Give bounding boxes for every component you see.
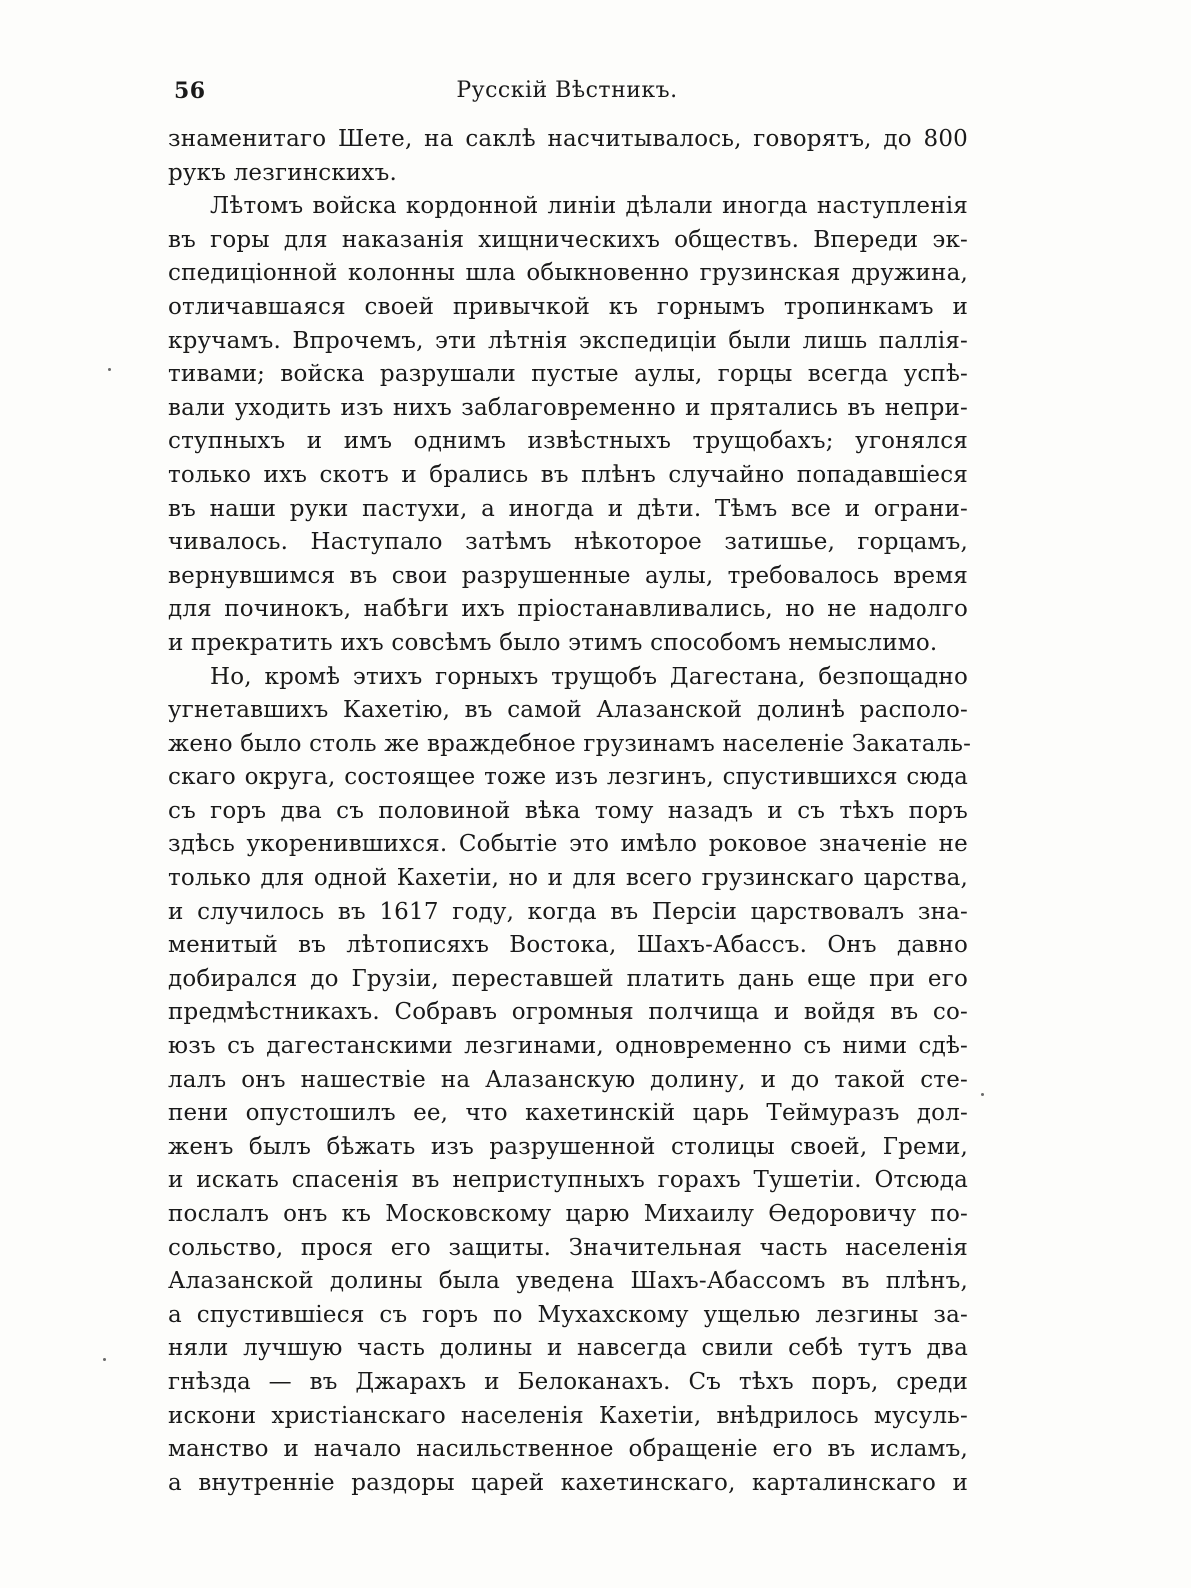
text-line: отличавшаяся своей привычкой къ горнымъ тропинкамъ и [168, 293, 968, 320]
text-line: Лѣтомъ войска кордонной линіи дѣлали иногда наступленія [210, 193, 968, 220]
text-line: знаменитаго Шете, на саклѣ насчитывалось, говорятъ, до 800 [168, 126, 968, 152]
text-line: сольство, прося его защиты. Значительная часть населенія [168, 1234, 968, 1261]
scan-speck [981, 1093, 984, 1096]
text-line: кручамъ. Впрочемъ, эти лѣтнія экспедиціи были лишь паллія- [168, 327, 968, 354]
text-line: въ горы для наказанія хищническихъ обществъ. Впереди эк- [168, 226, 968, 253]
text-line: предмѣстникахъ. Собравъ огромныя полчища и войдя въ со- [168, 999, 968, 1026]
text-line: пени опустошилъ ее, что кахетинскій царь Теймуразъ дол- [168, 1100, 968, 1127]
text-line: и случилось въ 1617 году, когда въ Персіи царствовалъ зна- [168, 898, 968, 925]
text-line: вернувшимся въ свои разрушенные аулы, требовалось время [168, 562, 968, 589]
text-line: вали уходить изъ нихъ заблаговременно и прятались въ непри- [168, 394, 968, 421]
text-line: спедиціонной колонны шла обыкновенно грузинская дружина, [168, 260, 968, 287]
text-line: а спустившіеся съ горъ по Мухахскому ущелью лезгины за- [168, 1301, 968, 1328]
body-text [168, 123, 972, 1500]
paragraph [168, 661, 972, 1501]
text-line: искони христіанскаго населенія Кахетіи, внѣдрилось мусуль- [168, 1402, 968, 1429]
scan-speck [103, 1358, 106, 1361]
text-line: для починокъ, набѣги ихъ пріостанавливались, но не надолго [168, 596, 968, 623]
paragraph [168, 190, 968, 660]
page-number: 56 [174, 78, 206, 104]
text-line: лалъ онъ нашествіе на Алазанскую долину, и до такой сте- [168, 1066, 968, 1093]
running-title: Русскій Вѣстникъ. [456, 78, 678, 103]
text-line: Алазанской долины была уведена Шахъ-Абассомъ въ плѣнъ, [168, 1268, 968, 1295]
text-line: добирался до Грузіи, переставшей платить дань еще при его [168, 965, 968, 992]
text-line: и прекратить ихъ совсѣмъ было этимъ способомъ немыслимо. [168, 629, 938, 656]
text-line: жено было столь же враждебное грузинамъ населеніе Закаталь- [168, 730, 972, 757]
text-line: а внутренніе раздоры царей кахетинскаго, карталинскаго и [168, 1469, 968, 1496]
text-line: ступныхъ и имъ однимъ извѣстныхъ трущобахъ; угонялся [168, 428, 968, 455]
scan-speck [108, 368, 111, 371]
paragraph [168, 123, 968, 190]
text-line: Но, кромѣ этихъ горныхъ трущобъ Дагестана, безпощадно [210, 663, 968, 690]
text-line: угнетавшихъ Кахетію, въ самой Алазанской долинѣ располо- [168, 697, 968, 724]
text-line: съ горъ два съ половиной вѣка тому назадъ и съ тѣхъ поръ [168, 797, 968, 824]
text-line: женъ былъ бѣжать изъ разрушенной столицы своей, Греми, [168, 1133, 968, 1160]
text-line: здѣсь укоренившихся. Событіе это имѣло роковое значеніе не [168, 831, 968, 858]
text-line: скаго округа, состоящее тоже изъ лезгинъ, спустившихся сюда [168, 764, 968, 791]
text-line: манство и начало насильственное обращеніе его въ исламъ, [168, 1436, 968, 1463]
text-line: гнѣзда — въ Джарахъ и Белоканахъ. Съ тѣхъ поръ, среди [168, 1368, 968, 1395]
text-line: няли лучшую часть долины и навсегда свили себѣ тутъ два [168, 1335, 968, 1362]
text-line: и искать спасенія въ неприступныхъ горахъ Тушетіи. Отсюда [168, 1167, 968, 1194]
text-line: послалъ онъ къ Московскому царю Михаилу Ѳедоровичу по- [168, 1201, 968, 1227]
text-line: только ихъ скотъ и брались въ плѣнъ случайно попадавшіеся [168, 461, 968, 488]
text-line: чивалось. Наступало затѣмъ нѣкоторое затишье, горцамъ, [168, 529, 968, 556]
text-line: въ наши руки пастухи, а иногда и дѣти. Тѣмъ все и ограни- [168, 495, 968, 522]
page-header [172, 78, 962, 118]
text-line: тивами; войска разрушали пустые аулы, горцы всегда успѣ- [168, 361, 968, 388]
text-line: юзъ съ дагестанскими лезгинами, одновременно съ ними сдѣ- [168, 1033, 968, 1060]
text-line: менитый въ лѣтописяхъ Востока, Шахъ-Абассъ. Онъ давно [168, 932, 968, 959]
text-line: рукъ лезгинскихъ. [168, 159, 397, 186]
text-line: только для одной Кахетіи, но и для всего грузинскаго царства, [168, 865, 968, 892]
